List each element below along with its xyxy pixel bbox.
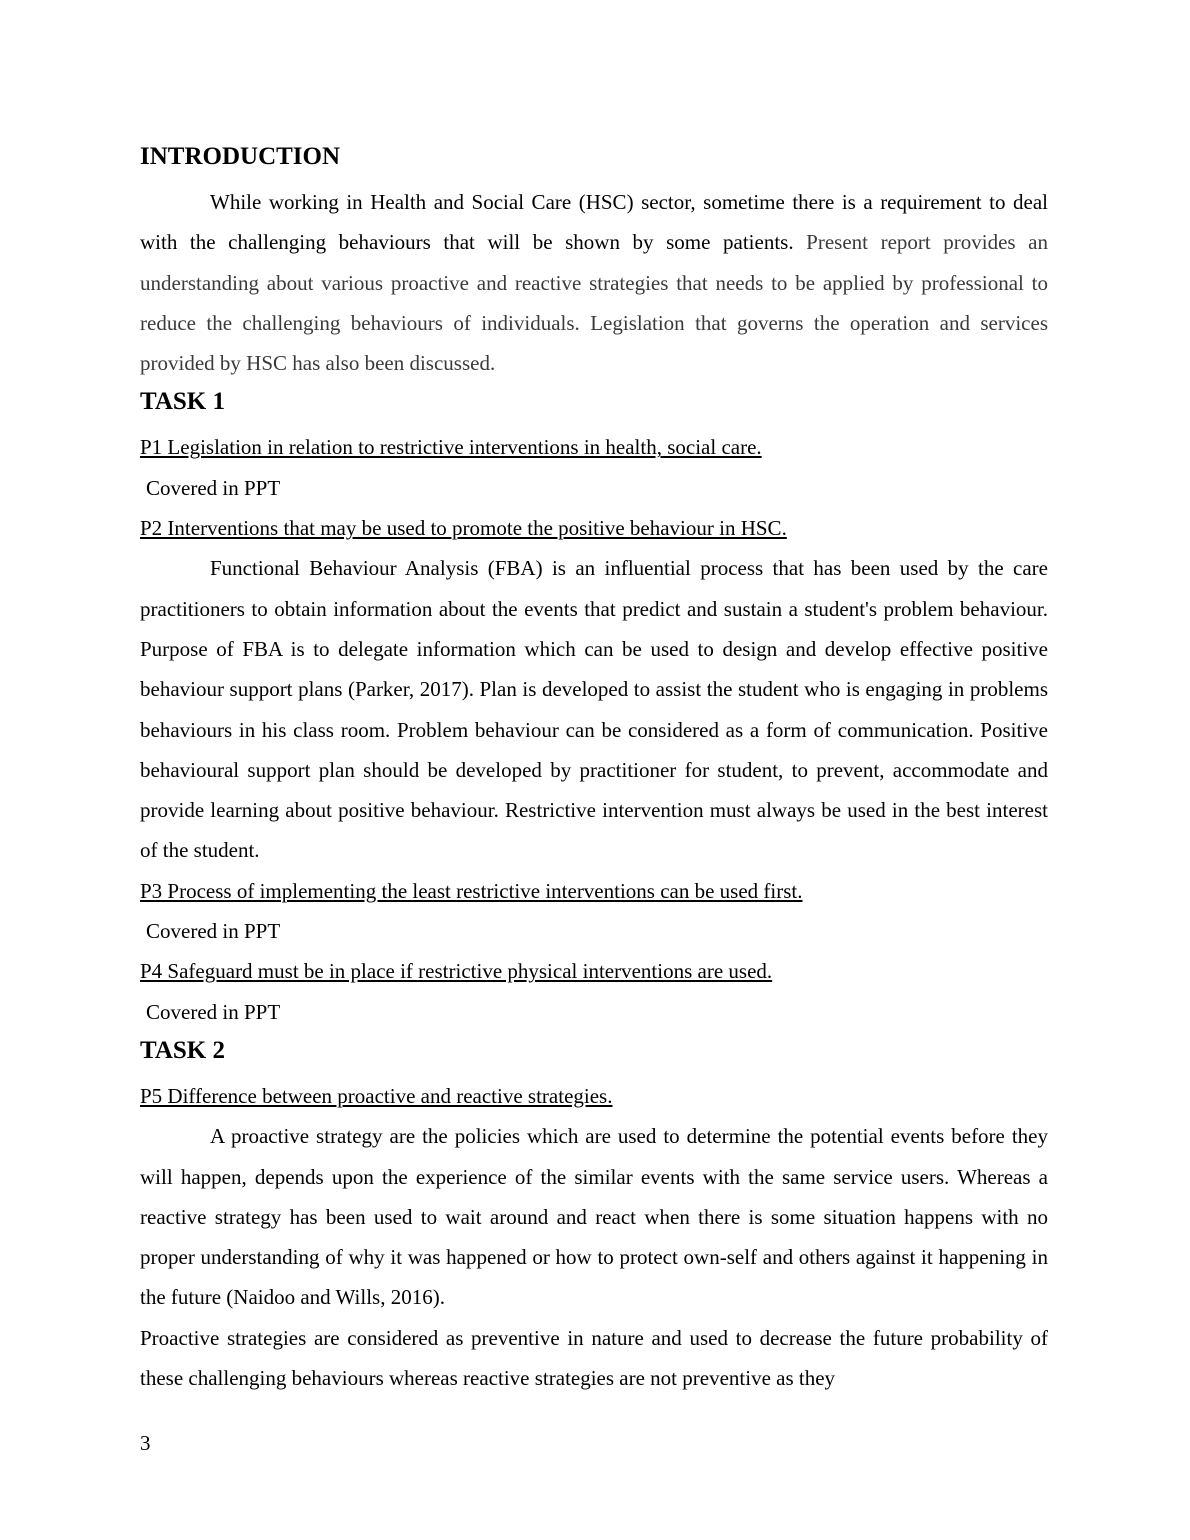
p4-title: P4 Safeguard must be in place if restrictive physical interventions are used. [140,959,773,984]
p1-note: Covered in PPT [146,475,281,500]
task1-heading: TASK 1 [140,388,225,416]
document-page [140,140,1048,1398]
p5-body-1: A proactive strategy are the policies which are used to determine the potential events before they will happen, depends upon the experience of the similar events with the same service users. Whereas a reactive strategy has been used to wait around and react when there is some situation happens with no proper understanding of why it was happened or how to protect own-self and others against it happening in the future (Naidoo and Wills, 2016). [140,1124,1048,1310]
page-number: 3 [140,1431,151,1455]
p2-title: P2 Interventions that may be used to promote the positive behaviour in HSC. [140,516,787,541]
p3-title: P3 Process of implementing the least restrictive interventions can be used first. [140,878,803,903]
p4-note: Covered in PPT [146,999,281,1024]
p5-title: P5 Difference between proactive and reactive strategies. [140,1083,613,1108]
introduction-heading: INTRODUCTION [140,143,341,170]
introduction-text-muted: Present report provides an understanding about various proactive and reactive strategies that needs to be applied by professional to reduce the challenging behaviours of individuals. Legislation that governs the operation and services provided by HSC has also been discussed. [140,230,1049,376]
introduction-text: While working in Health and Social Care (HSC) sector, sometime there is a requirement to deal with the challenging behaviours that will be shown by some patients. [140,190,1048,255]
p3-note: Covered in PPT [146,919,281,944]
task2-heading: TASK 2 [140,1036,225,1064]
p5-body-2: Proactive strategies are considered as preventive in nature and used to decrease the future probability of these challenging behaviours whereas reactive strategies are not preventive as they [140,1325,1048,1391]
p2-body: Functional Behaviour Analysis (FBA) is an influential process that has been used by the care practitioners to obtain information about the events that predict and sustain a student's problem behaviour. Purpose of FBA is to delegate information which can be used to design and develop effective positive behaviour support plans (Parker, 2017). Plan is developed to assist the student who is engaging in problems behaviours in his class room. Problem behaviour can be considered as a form of communication. Positive behavioural support plan should be developed by practitioner for student, to prevent, accommodate and provide learning about positive behaviour. Restrictive intervention must always be used in the best interest of the student. [140,556,1048,863]
p1-title: P1 Legislation in relation to restrictive interventions in health, social care. [140,435,762,460]
introduction-paragraph [140,182,1048,383]
